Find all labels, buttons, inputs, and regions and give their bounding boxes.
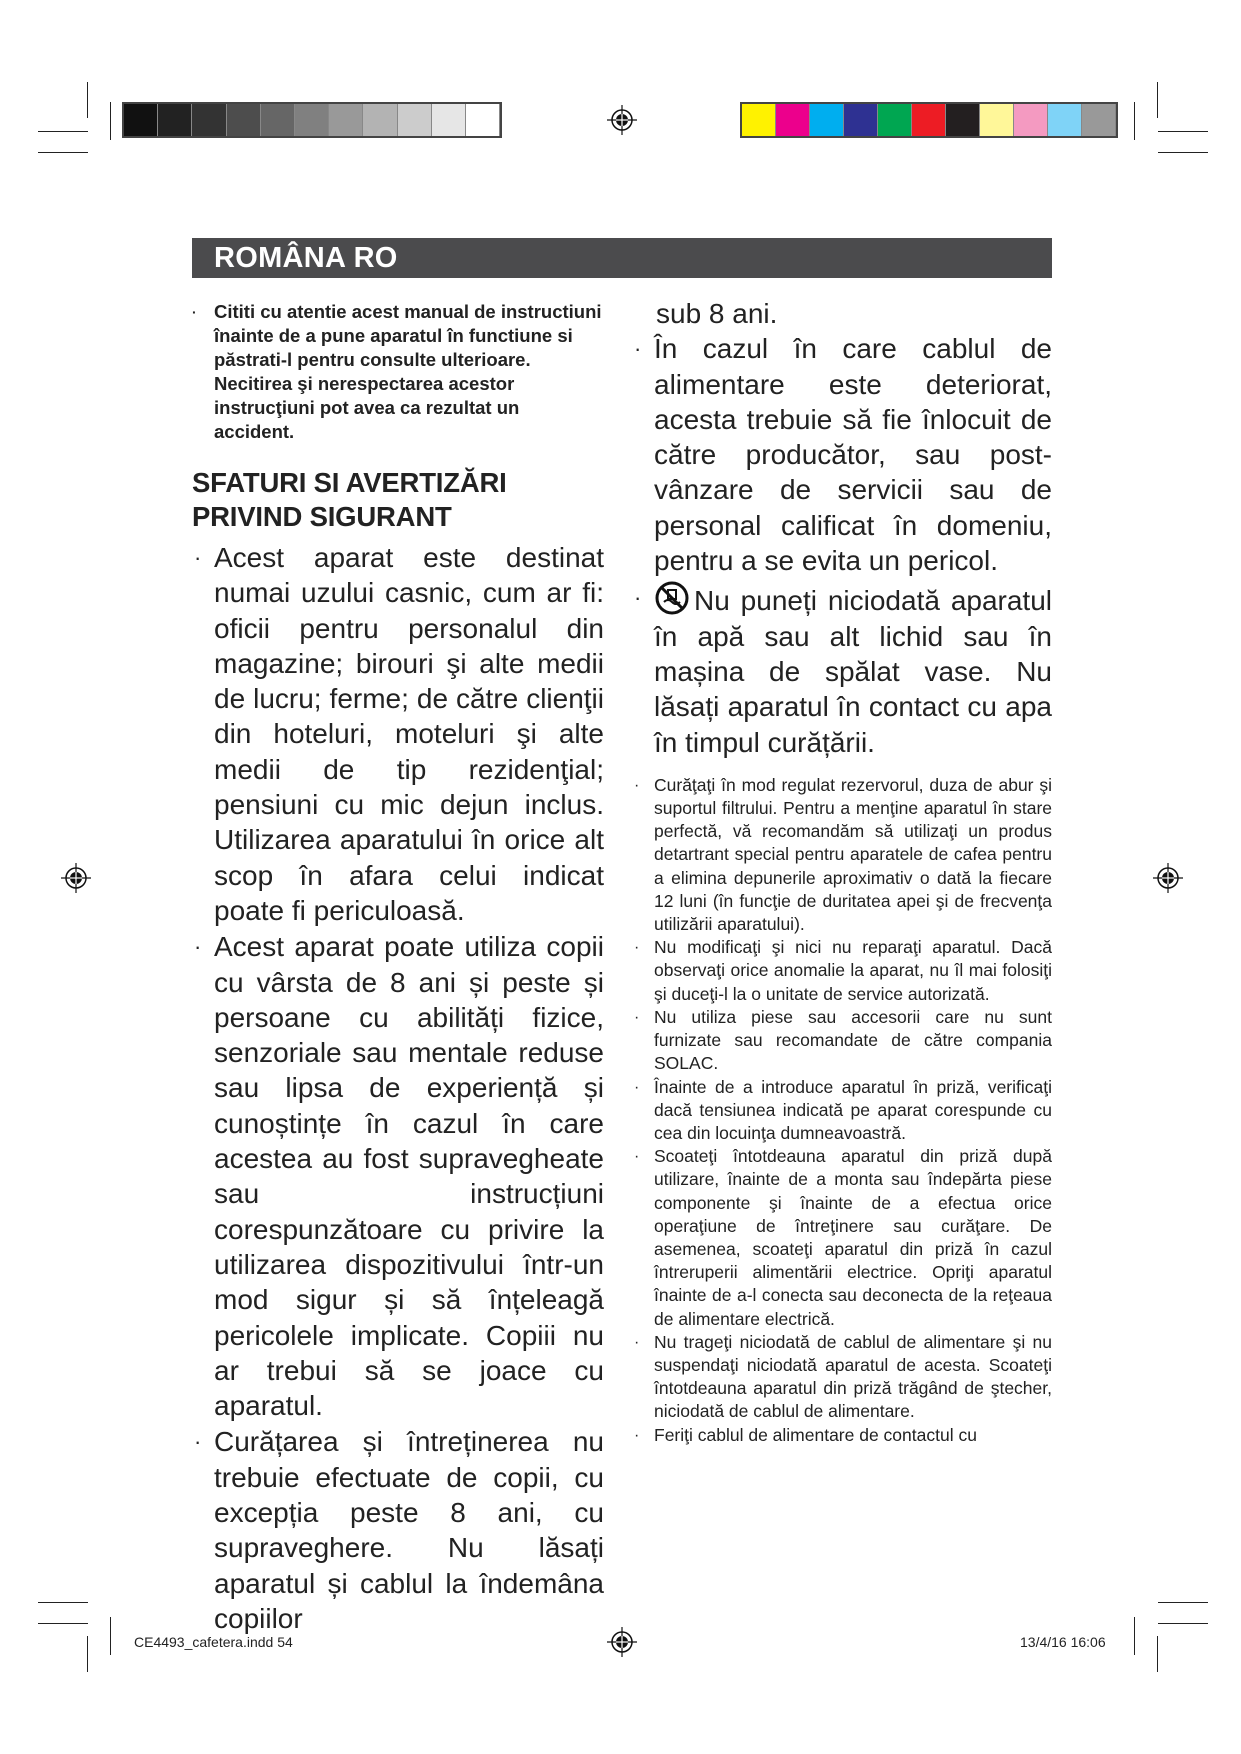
crop-mark	[87, 82, 88, 118]
list-item: · Nu trageţi niciodată de cablul de alimentare şi nu suspendaţi niciodată aparatul de acesta. Scoateţi întotdeauna aparatul din priză trăgând de ştecher, niciodată de cablul de alimentare.	[634, 1331, 1052, 1422]
color-swatch	[466, 104, 500, 136]
list-item: · Nu modificaţi şi nici nu reparaţi aparatul. Dacă observaţi orice anomalie la aparat, nu îl mai folosiţi şi duceţi-l la o unitate de service autorizată.	[634, 937, 1052, 1004]
continuation-text: sub 8 ani.	[656, 298, 778, 329]
crop-mark	[1158, 1623, 1208, 1624]
color-swatch	[1014, 104, 1048, 136]
bullet-icon: ·	[634, 1078, 640, 1096]
crop-mark	[1158, 1602, 1208, 1603]
color-swatch	[432, 104, 466, 136]
list-item: · Nu puneți niciodată aparatul în apă sau alt lichid sau în mașina de spălat vase. Nu lăsați aparatul în contact cu apa în timpul curățării.	[632, 580, 1052, 759]
bullet-icon: ·	[194, 545, 202, 570]
color-swatch	[878, 104, 912, 136]
left-bullet-list	[192, 540, 604, 1636]
color-swatch	[844, 104, 878, 136]
list-item: · Curățarea și întreținerea nu trebuie efectuate de copii, cu excepția peste 8 ani, cu supraveghere. Nu lăsați aparatul și cablul la îndemâna copiilor	[194, 1426, 604, 1634]
list-item: · Acest aparat poate utiliza copii cu vârsta de 8 ani și peste și persoane cu abilități fizice, senzoriale sau mentale reduse sau lipsa de experiență și cunoștințe în cazul în care acestea au fost supravegheate sau instrucțiuni corespunzătoare cu privire la utilizarea dispozitivului într-un mod sigur și să înțeleagă pericolele implicate. Copiii nu ar trebui să se joace cu aparatul.	[194, 931, 604, 1422]
list-item: · În cazul în care cablul de alimentare este deteriorat, acesta trebuie să fie înlocuit de către producător, sau post-vânzare de servicii sau de personal calificat în domeniu, pentru a se evita un pericol.	[634, 333, 1052, 577]
color-swatch	[1082, 104, 1116, 136]
bullet-icon: ·	[634, 776, 640, 794]
bullet-icon: ·	[194, 1429, 202, 1455]
color-swatch	[946, 104, 980, 136]
color-swatch	[124, 104, 158, 136]
right-column	[632, 296, 1052, 1447]
bullet-icon: ·	[634, 1426, 640, 1444]
color-swatch	[158, 104, 192, 136]
no-immersion-warning-icon	[654, 580, 690, 616]
right-large-bullet-list	[632, 331, 1052, 760]
crop-mark	[1134, 1617, 1135, 1655]
color-swatch	[227, 104, 261, 136]
bullet-icon: ·	[634, 939, 640, 957]
bullet-icon: ·	[634, 1148, 640, 1166]
list-item: · Înainte de a introduce aparatul în priză, verificaţi dacă tensiunea indicată pe aparat corespunde cu cea din locuinţa dumneavoastră.	[634, 1076, 1052, 1143]
crop-mark	[1157, 1636, 1158, 1672]
crop-mark	[110, 102, 111, 140]
color-swatch	[329, 104, 363, 136]
intro-paragraph: · Cititi cu atentie acest manual de instructiuni înainte de a pune aparatul în functiune si păstrati-l pentru consulte ulterioare. Necitirea şi nerespectarea acestor instrucţiuni pot avea ca rezultat un accident.	[192, 301, 602, 442]
color-swatch	[810, 104, 844, 136]
registration-mark-icon	[607, 1627, 637, 1657]
crop-mark	[1134, 102, 1135, 140]
crop-mark	[1157, 82, 1158, 118]
crop-mark	[38, 1602, 88, 1603]
color-swatch	[912, 104, 946, 136]
color-swatch	[1048, 104, 1082, 136]
bullet-icon: ·	[634, 585, 642, 611]
crop-mark	[87, 1636, 88, 1672]
color-swatch	[261, 104, 295, 136]
color-swatch	[363, 104, 397, 136]
registration-mark-icon	[1153, 863, 1183, 893]
footer-date: 13/4/16 16:06	[1020, 1634, 1106, 1650]
registration-mark-icon	[607, 105, 637, 135]
registration-mark-icon	[61, 863, 91, 893]
list-item: · Acest aparat este destinat numai uzului casnic, cum ar fi: oficii pentru personalul din magazine; birouri şi alte medii de lucru; ferme; de către clienţii din hoteluri, moteluri şi alte medii de tip rezidenţial; pensiuni cu mic dejun inclus. Utilizarea aparatului în orice alt scop în afara celui indicat poate fi periculoasă.	[194, 542, 604, 926]
bullet-icon: ·	[634, 1008, 640, 1026]
list-item: · Scoateţi întotdeauna aparatul din priză după utilizare, înainte de a monta sau îndepărta piese componente şi înainte de a efectua orice operaţiune de întreţinere sau curăţare. De asemenea, scoateţi aparatul din priză în cazul întreruperii alimentării electrice. Opriţi aparatul înainte de a-l conecta sau deconecta de la reţeaua de alimentare electrică.	[634, 1146, 1052, 1329]
color-swatch	[980, 104, 1014, 136]
list-item: · Curăţaţi în mod regulat rezervorul, duza de abur şi suportul filtrului. Pentru a menţine aparatul în stare perfectă, vă recomandăm să utilizaţi un produs detartrant special pentru aparatele de cafea pentru a elimina depunerile aproximativ o dată la fiecare 12 luni (în funcţie de duritatea apei şi de frecvenţa utilizării aparatului).	[634, 774, 1052, 935]
color-swatch	[776, 104, 810, 136]
section-title: SFATURI SI AVERTIZĂRI PRIVIND SIGURANT	[192, 467, 507, 532]
language-header: ROMÂNA RO	[192, 238, 1052, 278]
bullet-icon: ·	[634, 1333, 640, 1351]
crop-mark	[38, 1623, 88, 1624]
crop-mark	[110, 1617, 111, 1655]
color-swatch	[192, 104, 226, 136]
crop-mark	[1158, 152, 1208, 153]
color-swatch	[398, 104, 432, 136]
grayscale-calibration-bar	[122, 102, 502, 138]
color-swatch	[295, 104, 329, 136]
list-item: · Nu utiliza piese sau accesorii care nu sunt furnizate sau recomandate de către compania SOLAC.	[634, 1006, 1052, 1074]
footer-filename: CE4493_cafetera.indd 54	[134, 1634, 293, 1650]
crop-mark	[1158, 131, 1208, 132]
color-swatch	[742, 104, 776, 136]
crop-mark	[38, 152, 88, 153]
crop-mark	[38, 131, 88, 132]
color-calibration-bar	[740, 102, 1118, 138]
right-small-bullet-list	[632, 774, 1052, 1447]
bullet-icon: ·	[634, 336, 642, 362]
bullet-icon: ·	[194, 934, 202, 960]
left-column	[192, 300, 604, 1636]
bullet-icon: ·	[192, 304, 197, 320]
list-item: · Feriţi cablul de alimentare de contactul cu	[632, 1424, 1052, 1447]
